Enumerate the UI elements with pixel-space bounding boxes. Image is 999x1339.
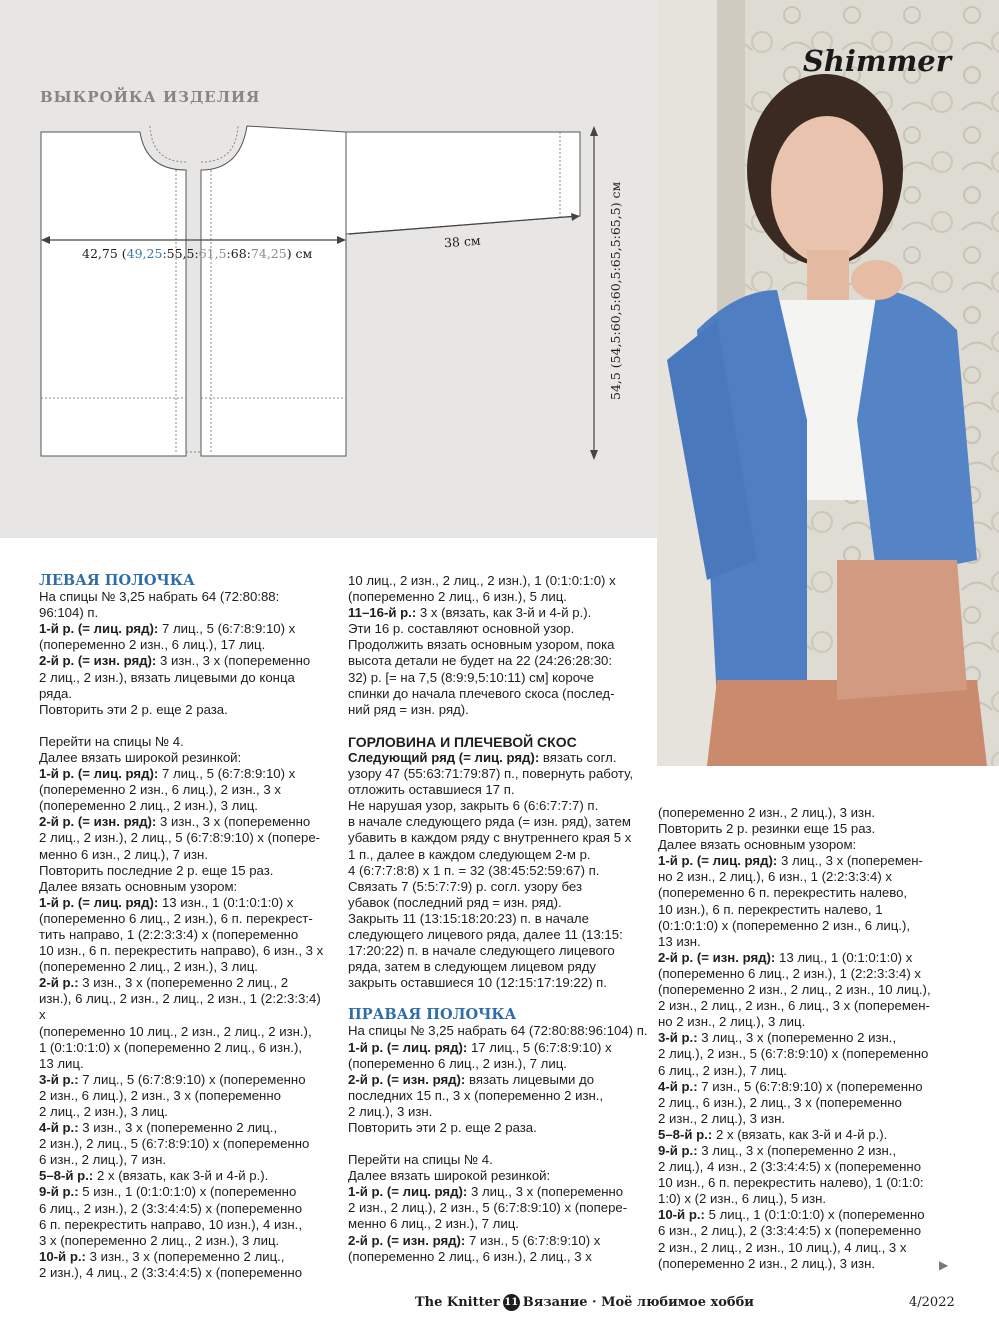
instruction-line: 2 лиц.), 3 изн.: [348, 1103, 433, 1119]
instruction-line: (попеременно 2 лиц., 2 изн.), 3 лиц.: [39, 798, 258, 814]
instruction-line: 13 изн.: [658, 933, 701, 949]
instruction-line: узору 47 (55:63:71:79:87) п., повернуть работу,: [348, 766, 634, 782]
instruction-line: 9-й р.: 5 изн., 1 (0:1:0:1:0) х (попеременно: [39, 1184, 297, 1200]
row-label: 1-й р. (= лиц. ряд):: [39, 766, 159, 782]
instruction-line: убавок (последний ряд = изн. ряд).: [348, 894, 562, 910]
row-label: 2-й р. (= изн. ряд):: [39, 814, 157, 830]
instruction-line: отложить оставшиеся 17 п.: [348, 782, 515, 798]
instruction-line: 10 изн.), 6 п. перекрестить налево, 1: [658, 901, 883, 917]
instruction-line: 2 лиц.), 4 изн., 2 (3:3:4:4:5) х (попеременно: [658, 1159, 922, 1175]
instruction-line: 11–16-й р.: 3 х (вязать, как 3-й и 4-й р.).: [348, 605, 592, 621]
instruction-line: На спицы № 3,25 набрать 64 (72:80:88:: [39, 589, 280, 605]
instruction-line: Закрыть 11 (13:15:18:20:23) п. в начале: [348, 910, 589, 926]
instruction-line: 4-й р.: 7 изн., 5 (6:7:8:9:10) х (попеременно: [658, 1078, 923, 1094]
row-label: 2-й р. (= изн. ряд):: [39, 653, 157, 669]
instruction-line: высота детали не будет на 22 (24:26:28:30:: [348, 653, 613, 669]
instruction-line: (попеременно 2 изн., 6 лиц.), 17 лиц.: [39, 637, 266, 653]
instructions-column-1: [39, 573, 331, 1281]
instruction-line: 1-й р. (= лиц. ряд): 13 изн., 1 (0:1:0:1:0) х: [39, 894, 294, 910]
instruction-line: (попеременно 6 п. перекрестить налево,: [658, 885, 908, 901]
instruction-line: 2 изн.), 2 лиц., 5 (6:7:8:9:10) х (попеременно: [39, 1136, 310, 1152]
instruction-line: 2-й р. (= изн. ряд): 3 изн., 3 х (попеременно: [39, 653, 311, 669]
footer-brand: The Knitter 11 Вязание · Моё любимое хобби: [415, 1295, 754, 1310]
instruction-line: убавить в каждом ряду с внутреннего края 5 х: [348, 830, 632, 846]
instruction-line: но 2 изн., 2 лиц.), 3 лиц.: [658, 1014, 806, 1030]
row-label: 11–16-й р.:: [348, 605, 417, 621]
instruction-line: (попеременно 2 лиц., 6 изн.), 5 лиц.: [348, 589, 567, 605]
instruction-line: 6 изн., 2 лиц.), 7 изн.: [39, 1152, 167, 1168]
instruction-line: 1-й р. (= лиц. ряд): 17 лиц., 5 (6:7:8:9:10) х: [348, 1039, 612, 1055]
section-heading: ЛЕВАЯ ПОЛОЧКА: [39, 572, 195, 589]
instruction-line: 5–8-й р.: 2 х (вязать, как 3-й и 4-й р.).: [39, 1168, 269, 1184]
width-measurement-label: 42,75 (49,25:55,5:61,5:68:74,25) см: [82, 246, 313, 261]
instruction-line: Перейти на спицы № 4.: [348, 1152, 493, 1168]
instruction-line: 1-й р. (= лиц. ряд): 3 лиц., 3 х (попеременно: [348, 1184, 624, 1200]
row-label: 1-й р. (= лиц. ряд):: [39, 621, 159, 637]
right-front-outline: [201, 126, 346, 456]
instruction-line: последних 15 п., 3 х (попеременно 2 изн.,: [348, 1087, 604, 1103]
instruction-line: Далее вязать основным узором:: [658, 837, 857, 853]
row-label: 4-й р.:: [658, 1078, 698, 1094]
row-label: 5–8-й р.:: [39, 1168, 94, 1184]
instruction-line: 1 п., далее в каждом следующем 2-м р.: [348, 846, 591, 862]
instruction-line: Далее вязать широкой резинкой:: [39, 749, 242, 765]
instruction-line: Связать 7 (5:5:7:7:9) р. согл. узору без: [348, 878, 583, 894]
instruction-line: (попеременно 2 изн., 2 лиц.), 3 изн.: [658, 1255, 876, 1271]
instruction-line: 2-й р.: 3 изн., 3 х (попеременно 2 лиц., 2: [39, 975, 289, 991]
instruction-line: спинки до начала плечевого скоса (послед-: [348, 685, 615, 701]
row-label: 1-й р. (= лиц. ряд):: [39, 894, 159, 910]
instruction-line: 2 лиц., 2 изн.), 2 лиц., 5 (6:7:8:9:10) х (попере-: [39, 830, 321, 846]
instruction-line: 2 изн., 2 лиц., 2 изн., 6 лиц., 3 х (поперемен-: [658, 998, 930, 1014]
instruction-line: 2-й р. (= изн. ряд): 7 изн., 5 (6:7:8:9:10) х: [348, 1232, 601, 1248]
instruction-line: 4 (6:7:7:8:8) х 1 п. = 32 (38:45:52:59:67) п.: [348, 862, 600, 878]
instruction-line: Перейти на спицы № 4.: [39, 733, 184, 749]
instruction-line: (0:1:0:1:0) х (попеременно 2 изн., 6 лиц.),: [658, 917, 911, 933]
instruction-line: Эти 16 р. составляют основной узор.: [348, 621, 575, 637]
instruction-line: 2 лиц., 2 изн.), вязать лицевыми до конца: [39, 669, 295, 685]
instruction-line: 2 изн., 2 лиц., 2 изн., 10 лиц.), 4 лиц., 3 х: [658, 1239, 907, 1255]
instruction-line: 4-й р.: 3 изн., 3 х (попеременно 2 лиц.,: [39, 1120, 278, 1136]
row-label: Следующий ряд (= лиц. ряд):: [348, 749, 540, 765]
instruction-line: 32) р. [= на 7,5 (8:9:9,5:10:11) см] короче: [348, 669, 594, 685]
row-label: 2-й р. (= изн. ряд):: [348, 1071, 466, 1087]
row-label: 1-й р. (= лиц. ряд):: [348, 1039, 468, 1055]
instruction-line: 1 (0:1:0:1:0) х (попеременно 2 лиц., 6 изн.),: [39, 1039, 303, 1055]
instruction-line: Повторить эти 2 р. еще 2 раза.: [348, 1120, 537, 1135]
instruction-line: 2-й р. (= изн. ряд): вязать лицевыми до: [348, 1071, 595, 1087]
instruction-line: но 2 изн., 2 лиц.), 6 изн., 1 (2:2:3:3:4) х: [658, 869, 893, 885]
height-measurement-label: 54,5 (54,5:60,5:60,5:65,5:65,5) см: [608, 181, 623, 400]
model-photo: [657, 0, 999, 766]
page-footer: [0, 1294, 999, 1316]
instruction-line: 9-й р.: 3 лиц., 3 х (попеременно 2 изн.,: [658, 1142, 897, 1158]
instruction-line: 2 лиц., 6 изн.), 2 лиц., 3 х (попеременно: [658, 1094, 902, 1110]
instruction-line: 10 лиц., 2 изн., 2 лиц., 2 изн.), 1 (0:1:0:1:0) х: [348, 573, 616, 588]
instruction-line: ний ряд = изн. ряд).: [348, 701, 469, 717]
pattern-title: Shimmer: [802, 44, 951, 78]
pattern-schematic-panel: [0, 0, 657, 538]
subsection-heading: ГОРЛОВИНА И ПЛЕЧЕВОЙ СКОС: [348, 733, 577, 750]
instruction-line: 6 п. перекрестить направо, 10 изн.), 4 изн.,: [39, 1216, 303, 1232]
instruction-line: (попеременно 2 лиц., 6 изн.), 2 лиц., 3 х: [348, 1248, 592, 1264]
instruction-line: 3-й р.: 7 лиц., 5 (6:7:8:9:10) х (попеременно: [39, 1071, 306, 1087]
row-label: 10-й р.:: [658, 1207, 705, 1223]
instruction-line: ряда, затем в следующем лицевом ряду: [348, 959, 597, 975]
left-front-outline: [41, 132, 186, 456]
instruction-line: 5–8-й р.: 2 х (вязать, как 3-й и 4-й р.).: [658, 1126, 888, 1142]
instruction-line: 1-й р. (= лиц. ряд): 7 лиц., 5 (6:7:8:9:10) х: [39, 621, 296, 637]
row-label: 1-й р. (= лиц. ряд):: [658, 853, 778, 869]
section-heading: ПРАВАЯ ПОЛОЧКА: [348, 1006, 517, 1024]
row-label: 2-й р. (= изн. ряд):: [658, 949, 776, 965]
instruction-line: (попеременно 2 лиц., 2 изн.), 3 лиц.: [39, 959, 258, 975]
instruction-line: изн.), 6 лиц., 2 изн., 2 лиц., 2 изн., 1 (2:2:3:3:4) х: [39, 991, 321, 1023]
instruction-line: 2 изн., 2 лиц.), 3 изн.: [658, 1110, 786, 1126]
row-label: 2-й р. (= изн. ряд):: [348, 1232, 466, 1248]
instruction-line: 13 лиц.: [39, 1055, 84, 1071]
schematic-title: ВЫКРОЙКА ИЗДЕЛИЯ: [40, 88, 261, 106]
instruction-line: 17:20:22) п. в начале следующего лицевого: [348, 943, 615, 959]
instruction-line: (попеременно 6 лиц., 2 изн.), 7 лиц.: [348, 1055, 567, 1071]
instruction-line: 1-й р. (= лиц. ряд): 7 лиц., 5 (6:7:8:9:10) х: [39, 766, 296, 782]
instruction-line: в начале следующего ряда (= изн. ряд), затем: [348, 814, 631, 830]
instruction-line: тить направо, 1 (2:2:3:3:4) х (попеременно: [39, 926, 299, 942]
instruction-line: 1-й р. (= лиц. ряд): 3 лиц., 3 х (поперемен-: [658, 853, 923, 869]
instruction-line: 2 лиц., 2 изн.), 3 лиц.: [39, 1104, 168, 1119]
instruction-line: 2 лиц.), 2 изн., 5 (6:7:8:9:10) х (попеременно: [658, 1046, 929, 1062]
instruction-line: 2 изн., 2 лиц.), 2 изн., 5 (6:7:8:9:10) х (попере-: [348, 1200, 628, 1216]
page-number: 11: [503, 1294, 520, 1311]
instructions-column-2: [348, 573, 648, 1265]
instruction-line: Повторить 2 р. резинки еще 15 раз.: [658, 821, 876, 837]
instruction-line: Следующий ряд (= лиц. ряд): вязать согл.: [348, 749, 617, 765]
instruction-line: 6 лиц., 2 изн.), 2 (3:3:4:4:5) х (попеременно: [39, 1200, 303, 1216]
instruction-line: 1:0) х (2 изн., 6 лиц.), 5 изн.: [658, 1191, 827, 1207]
instruction-line: 6 лиц., 2 изн.), 7 лиц.: [658, 1062, 787, 1078]
row-label: 3-й р.:: [658, 1030, 698, 1046]
next-page-arrow-icon: ▶: [939, 1258, 949, 1272]
row-label: 10-й р.:: [39, 1248, 86, 1264]
instructions-column-3: [658, 805, 948, 1272]
instruction-line: Далее вязать широкой резинкой:: [348, 1168, 551, 1184]
instruction-line: следующего лицевого ряда, далее 11 (13:15:: [348, 926, 623, 942]
instruction-line: 2 изн., 6 лиц.), 2 изн., 3 х (попеременно: [39, 1087, 281, 1103]
instruction-line: 10-й р.: 5 лиц., 1 (0:1:0:1:0) х (попеременно: [658, 1207, 925, 1223]
instruction-line: Повторить последние 2 р. еще 15 раз.: [39, 862, 274, 878]
instruction-line: 10 изн., 6 п. перекрестить налево), 1 (0:1:0:: [658, 1175, 924, 1191]
instruction-line: закрыть оставшиеся 10 (12:15:17:19:22) п.: [348, 975, 607, 991]
row-label: 5–8-й р.:: [658, 1126, 713, 1142]
instruction-line: 3 х (попеременно 2 лиц., 2 изн.), 3 лиц.: [39, 1232, 280, 1248]
instruction-line: Повторить эти 2 р. еще 2 раза.: [39, 701, 228, 717]
instruction-line: 2-й р. (= изн. ряд): 13 лиц., 1 (0:1:0:1:0) х: [658, 949, 913, 965]
garment-schematic: [0, 0, 657, 538]
instruction-line: менно 6 лиц., 2 изн.), 7 лиц.: [348, 1216, 519, 1232]
row-label: 3-й р.:: [39, 1071, 79, 1087]
instruction-line: менно 6 изн., 2 лиц.), 7 изн.: [39, 846, 209, 862]
row-label: 4-й р.:: [39, 1120, 79, 1136]
instruction-line: (попеременно 2 изн., 6 лиц.), 2 изн., 3 х: [39, 782, 281, 798]
instruction-line: ряда.: [39, 685, 73, 701]
row-label: 2-й р.:: [39, 975, 79, 991]
row-label: 9-й р.:: [658, 1142, 698, 1158]
instruction-line: На спицы № 3,25 набрать 64 (72:80:88:96:104) п.: [348, 1023, 648, 1039]
issue-date: 4/2022: [909, 1295, 955, 1310]
instruction-line: Не нарушая узор, закрыть 6 (6:6:7:7:7) п.: [348, 798, 599, 814]
instruction-line: 96:104) п.: [39, 605, 99, 621]
instruction-line: (попеременно 2 изн., 2 лиц., 2 изн., 10 лиц.),: [658, 982, 931, 998]
instruction-line: (попеременно 6 лиц., 2 изн.), 6 п. перекрест-: [39, 910, 313, 926]
instruction-line: (попеременно 2 изн., 2 лиц.), 3 изн.: [658, 805, 876, 820]
row-label: 1-й р. (= лиц. ряд):: [348, 1184, 468, 1200]
instruction-line: Продолжить вязать основным узором, пока: [348, 637, 615, 653]
instruction-line: 10-й р.: 3 изн., 3 х (попеременно 2 лиц.,: [39, 1248, 285, 1264]
sleeve-measurement-label: 38 см: [443, 232, 482, 251]
instruction-line: 2 изн.), 4 лиц., 2 (3:3:4:4:5) х (попеременно: [39, 1264, 303, 1280]
instruction-line: 3-й р.: 3 лиц., 3 х (попеременно 2 изн.,: [658, 1030, 897, 1046]
instruction-line: 6 изн., 2 лиц.), 2 (3:3:4:4:5) х (попеременно: [658, 1223, 922, 1239]
instruction-line: Далее вязать основным узором:: [39, 878, 238, 894]
instruction-line: (попеременно 6 лиц., 2 изн.), 1 (2:2:3:3:4) х: [658, 965, 922, 981]
instruction-line: (попеременно 10 лиц., 2 изн., 2 лиц., 2 изн.),: [39, 1023, 312, 1039]
row-label: 9-й р.:: [39, 1184, 79, 1200]
instruction-line: 10 изн., 6 п. перекрестить направо), 6 изн., 3 х: [39, 943, 324, 959]
instruction-line: 2-й р. (= изн. ряд): 3 изн., 3 х (попеременно: [39, 814, 311, 830]
